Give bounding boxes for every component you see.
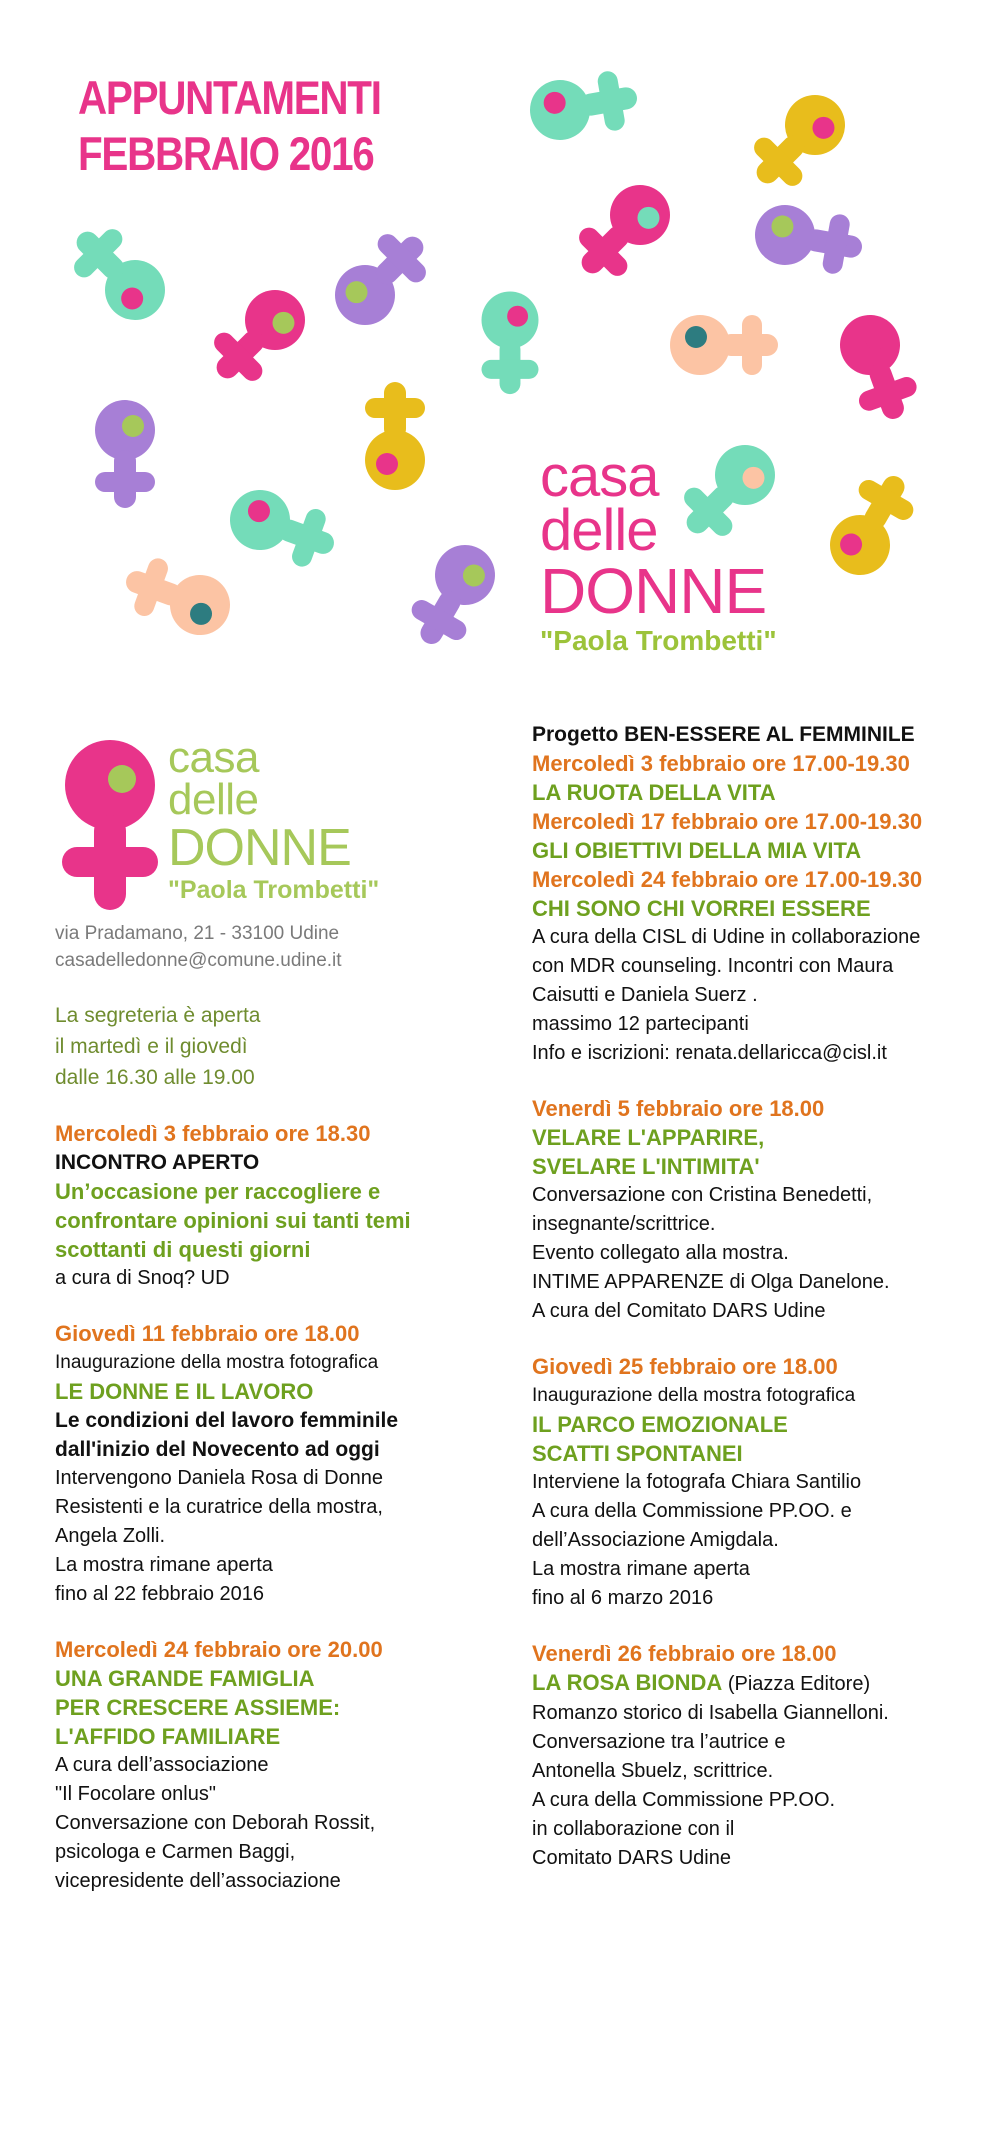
event-detail: Comitato DARS Udine <box>532 1847 731 1869</box>
event-pre: Inaugurazione della mostra fotografica <box>532 1385 856 1406</box>
event-date: Venerdì 26 febbraio ore 18.00 <box>532 1641 837 1666</box>
event-detail: Conversazione tra l’autrice e <box>532 1731 786 1753</box>
org-logo <box>168 733 380 905</box>
event-detail: A cura del Comitato DARS Udine <box>532 1300 826 1322</box>
org-logo-symbol <box>55 735 165 915</box>
event-detail: Resistenti e la curatrice della mostra, <box>55 1496 383 1518</box>
title-line-1: APPUNTAMENTI <box>78 71 381 124</box>
female-symbol-icon <box>750 200 867 278</box>
event-detail: A cura della Commissione PP.OO. e <box>532 1500 852 1522</box>
org-logo-line-1: casa <box>168 733 259 782</box>
event-block <box>532 1094 972 1326</box>
symbol-dot <box>685 326 707 348</box>
hours-line: La segreteria è aperta <box>55 1004 261 1027</box>
female-symbol-icon <box>95 400 155 508</box>
event-detail: dell’Associazione Amigdala. <box>532 1529 779 1551</box>
left-column <box>55 920 475 1896</box>
event-detail: massimo 12 partecipanti <box>532 1013 749 1035</box>
event-block <box>532 720 972 1068</box>
symbol-dot <box>507 306 528 327</box>
event-block <box>532 1639 972 1873</box>
event-detail: A cura dell’associazione <box>55 1754 269 1776</box>
hero-logo <box>540 444 777 658</box>
project-heading: Progetto BEN-ESSERE AL FEMMINILE <box>532 723 915 746</box>
event-title: LE DONNE E IL LAVORO <box>55 1379 314 1404</box>
event-detail: Conversazione con Cristina Benedetti, <box>532 1184 873 1206</box>
event-detail: insegnante/scrittrice. <box>532 1213 716 1235</box>
org-logo-line-2: delle <box>168 775 259 824</box>
event-title: SCATTI SPONTANEI <box>532 1441 743 1466</box>
female-symbol-icon <box>199 278 318 397</box>
event-detail: Caisutti e Daniela Suerz . <box>532 984 758 1006</box>
female-symbol-icon <box>323 219 442 338</box>
event-subtitle: confrontare opinioni sui tanti temi <box>55 1208 411 1233</box>
event-detail: fino al 22 febbraio 2016 <box>55 1583 265 1605</box>
event-date: Venerdì 5 febbraio ore 18.00 <box>532 1096 825 1121</box>
event-date: Giovedì 11 febbraio ore 18.00 <box>55 1321 360 1346</box>
event-detail: A cura della CISL di Udine in collaborazione <box>532 926 921 948</box>
female-symbol-icon <box>832 307 925 429</box>
female-symbol-icon <box>482 292 539 395</box>
event-detail: INTIME APPARENZE di Olga Danelone. <box>532 1271 890 1293</box>
event-detail: Antonella Sbuelz, scrittrice. <box>532 1760 774 1782</box>
event-title: LA RUOTA DELLA VITA <box>532 780 776 805</box>
event-block <box>55 1119 475 1293</box>
event-title: GLI OBIETTIVI DELLA MIA VITA <box>532 838 862 863</box>
address: via Pradamano, 21 - 33100 Udine <box>55 923 340 944</box>
event-detail: Angela Zolli. <box>55 1525 166 1547</box>
hero-logo-line-2: delle <box>540 498 658 563</box>
event-subtitle: Un’occasione per raccogliere e <box>55 1179 381 1204</box>
event-detail: Info e iscrizioni: renata.dellaricca@cisl.it <box>532 1042 887 1064</box>
event-detail: in collaborazione con il <box>532 1818 735 1840</box>
event-detail: Romanzo storico di Isabella Giannelloni. <box>532 1702 889 1724</box>
event-date: Giovedì 25 febbraio ore 18.00 <box>532 1354 838 1379</box>
event-detail: a cura di Snoq? UD <box>55 1267 230 1289</box>
event-date: Mercoledì 24 febbraio ore 17.00-19.30 <box>532 867 923 892</box>
hero-logo-line-3: DONNE <box>540 555 767 627</box>
event-date: Mercoledì 3 febbraio ore 17.00-19.30 <box>532 751 910 776</box>
female-symbol-icon <box>819 462 925 586</box>
event-detail: La mostra rimane aperta <box>55 1554 273 1576</box>
female-symbol-icon <box>365 382 425 490</box>
hours-line: il martedì e il giovedì <box>55 1035 248 1058</box>
symbol-dot <box>376 453 398 475</box>
event-subtitle: dall'inizio del Novecento ad oggi <box>55 1438 380 1461</box>
event-title: SVELARE L'INTIMITA' <box>532 1154 760 1179</box>
event-detail: psicologa e Carmen Baggi, <box>55 1841 296 1863</box>
event-detail: Evento collegato alla mostra. <box>532 1242 789 1264</box>
event-date: Mercoledì 3 febbraio ore 18.30 <box>55 1121 371 1146</box>
event-date: Mercoledì 24 febbraio ore 20.00 <box>55 1637 383 1662</box>
event-detail: vicepresidente dell’associazione <box>55 1870 341 1892</box>
event-detail: "Il Focolare onlus" <box>55 1783 216 1805</box>
female-symbol-icon <box>400 534 506 658</box>
email-link[interactable]: casadelledonne@comune.udine.it <box>55 950 342 971</box>
title-line-2: FEBBRAIO 2016 <box>78 127 374 180</box>
event-title: CHI SONO CHI VORREI ESSERE <box>532 896 871 921</box>
event-title: VELARE L'APPARIRE, <box>532 1125 765 1150</box>
event-block <box>55 1319 475 1609</box>
event-publisher: (Piazza Editore) <box>722 1673 871 1695</box>
event-subtitle: scottanti di questi giorni <box>55 1237 311 1262</box>
event-title: UNA GRANDE FAMIGLIA <box>55 1666 315 1691</box>
event-title: PER CRESCERE ASSIEME: <box>55 1695 341 1720</box>
female-symbol-icon <box>116 550 238 643</box>
decorative-female-symbols <box>0 0 1000 690</box>
event-title: IL PARCO EMOZIONALE <box>532 1412 788 1437</box>
hero-logo-subtitle: "Paola Trombetti" <box>540 625 777 656</box>
event-title: INCONTRO APERTO <box>55 1151 260 1174</box>
female-symbol-icon <box>670 315 778 375</box>
org-logo-subtitle: "Paola Trombetti" <box>168 876 380 904</box>
event-detail: Intervengono Daniela Rosa di Donne <box>55 1467 383 1489</box>
org-logo-line-3: DONNE <box>168 819 351 877</box>
event-subtitle: Le condizioni del lavoro femminile <box>55 1409 399 1432</box>
right-column <box>532 720 972 1873</box>
event-detail: con MDR counseling. Incontri con Maura <box>532 955 894 977</box>
symbol-dot <box>122 415 144 437</box>
event-block <box>532 1352 972 1613</box>
event-detail: La mostra rimane aperta <box>532 1558 750 1580</box>
female-symbol-icon <box>525 67 642 145</box>
female-symbol-icon <box>59 214 178 333</box>
female-symbol-icon <box>564 173 683 292</box>
event-date: Mercoledì 17 febbraio ore 17.00-19.30 <box>532 809 923 834</box>
event-detail: Interviene la fotografa Chiara Santilio <box>532 1471 862 1493</box>
hero-logo-line-1: casa <box>540 444 659 509</box>
event-pre: Inaugurazione della mostra fotografica <box>55 1352 379 1373</box>
hours-line: dalle 16.30 alle 19.00 <box>55 1066 255 1089</box>
event-title: L'AFFIDO FAMILIARE <box>55 1724 281 1749</box>
event-detail: A cura della Commissione PP.OO. <box>532 1789 836 1811</box>
event-detail: Conversazione con Deborah Rossit, <box>55 1812 376 1834</box>
female-symbol-icon <box>739 83 858 202</box>
event-detail: fino al 6 marzo 2016 <box>532 1587 714 1609</box>
event-title: LA ROSA BIONDA <box>532 1670 723 1695</box>
event-block <box>55 1635 475 1896</box>
female-symbol-icon <box>222 482 344 575</box>
